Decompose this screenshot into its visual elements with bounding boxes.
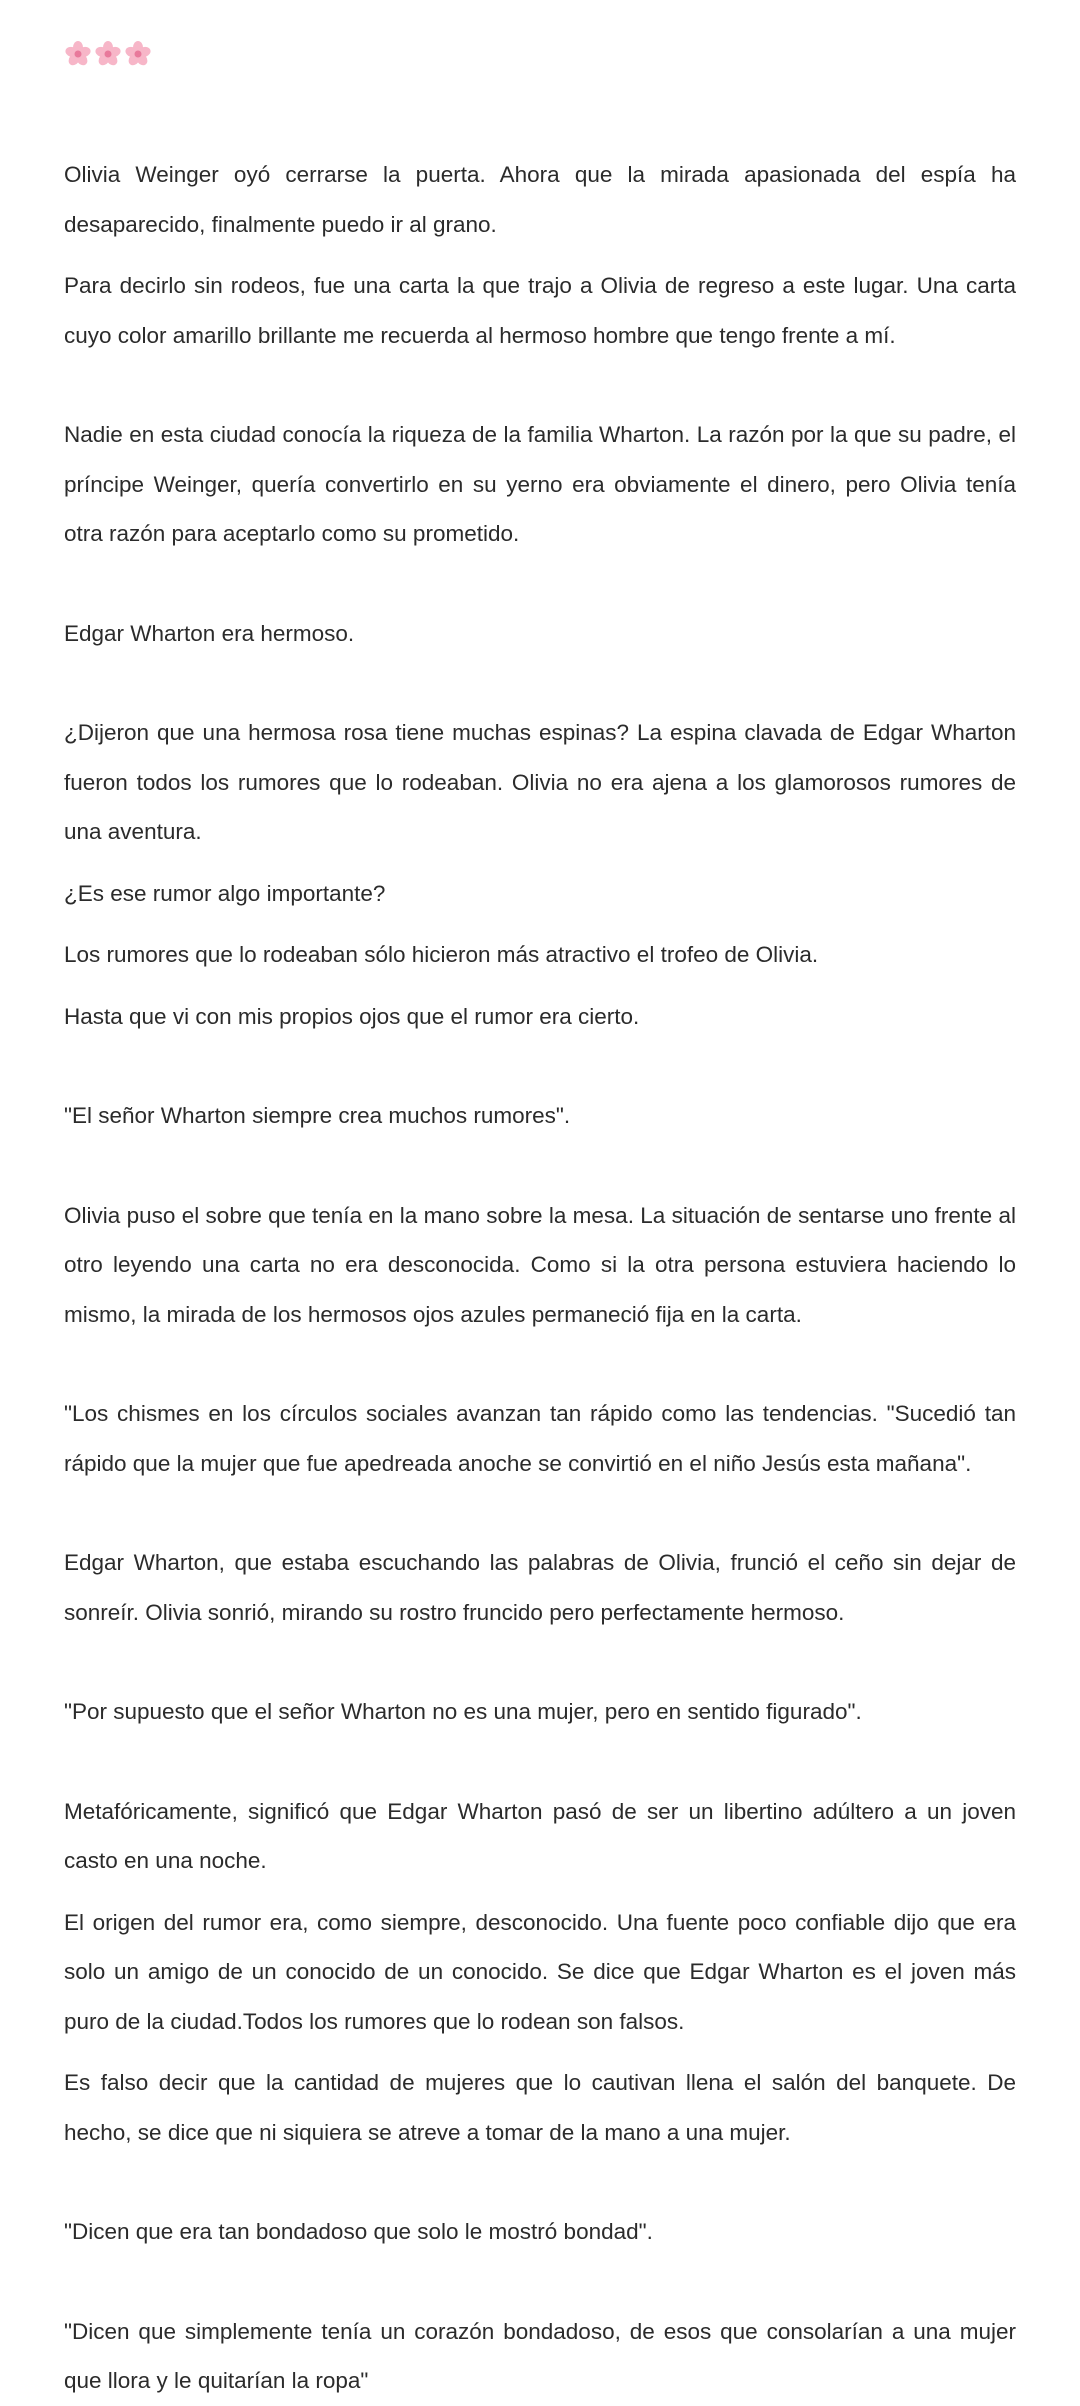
cherry-blossom-icon — [94, 40, 122, 68]
paragraph: Olivia Weinger oyó cerrarse la puerta. Ahora que la mirada apasionada del espía ha desaparecido, finalmente puedo ir al grano. — [64, 162, 1016, 237]
paragraph: ¿Dijeron que una hermosa rosa tiene muchas espinas? La espina clavada de Edgar Wharton fueron todos los rumores que lo rodeaban. Olivia no era ajena a los glamorosos rumores de una aventura. — [64, 720, 1016, 844]
paragraph: Nadie en esta ciudad conocía la riqueza de la familia Wharton. La razón por la que su padre, el príncipe Weinger, quería convertirlo en su yerno era obviamente el dinero, pero Olivia tenía otra razón para aceptarlo como su prometido. — [64, 422, 1016, 546]
paragraph: Los rumores que lo rodeaban sólo hicieron más atractivo el trofeo de Olivia. — [64, 942, 819, 967]
paragraph: "Por supuesto que el señor Wharton no es una mujer, pero en sentido figurado". — [64, 1699, 862, 1724]
paragraph: ¿Es ese rumor algo importante? — [64, 880, 386, 906]
cherry-blossom-icon — [64, 40, 92, 68]
paragraph: Olivia puso el sobre que tenía en la mano sobre la mesa. La situación de sentarse uno frente al otro leyendo una carta no era desconocida. Como si la otra persona estuviera haciendo lo mismo, la mirada de los hermosos ojos azules permaneció fija en la carta. — [64, 1202, 1016, 1327]
paragraph: Edgar Wharton, que estaba escuchando las palabras de Olivia, frunció el ceño sin dejar de sonreír. Olivia sonrió, mirando su rostro fruncido pero perfectamente hermoso. — [64, 1550, 1016, 1625]
paragraph: Hasta que vi con mis propios ojos que el rumor era cierto. — [64, 1003, 640, 1029]
paragraph: "Dicen que simplemente tenía un corazón bondadoso, de esos que consolarían a una mujer que llora y le quitarían la ropa" — [64, 2318, 1016, 2393]
paragraph: Para decirlo sin rodeos, fue una carta la que trajo a Olivia de regreso a este lugar. Una carta cuyo color amarillo brillante me recuerda al hermoso hombre que tengo frente a mí. — [64, 273, 1016, 348]
paragraph: "Dicen que era tan bondadoso que solo le mostró bondad". — [64, 2219, 653, 2244]
paragraph: Es falso decir que la cantidad de mujeres que lo cautivan llena el salón del banquete. De hecho, se dice que ni siquiera se atreve a tomar de la mano a una mujer. — [64, 2070, 1016, 2145]
story-text — [64, 150, 1016, 2406]
paragraph: "Los chismes en los círculos sociales avanzan tan rápido como las tendencias. "Sucedió tan rápido que la mujer que fue apedreada anoche se convirtió en el niño Jesús esta mañana". — [64, 1401, 1016, 1476]
paragraph: "El señor Wharton siempre crea muchos rumores". — [64, 1103, 571, 1128]
cherry-blossom-icon — [124, 40, 152, 68]
paragraph: El origen del rumor era, como siempre, desconocido. Una fuente poco confiable dijo que era solo un amigo de un conocido de un conocido. Se dice que Edgar Wharton es el joven más puro de la ciudad.Todos los rumores que lo rodean son falsos. — [64, 1909, 1016, 2034]
paragraph: Edgar Wharton era hermoso. — [64, 620, 355, 646]
paragraph: Metafóricamente, significó que Edgar Wharton pasó de ser un libertino adúltero a un joven casto en una noche. — [64, 1798, 1016, 1873]
decoration-header — [64, 36, 1016, 72]
